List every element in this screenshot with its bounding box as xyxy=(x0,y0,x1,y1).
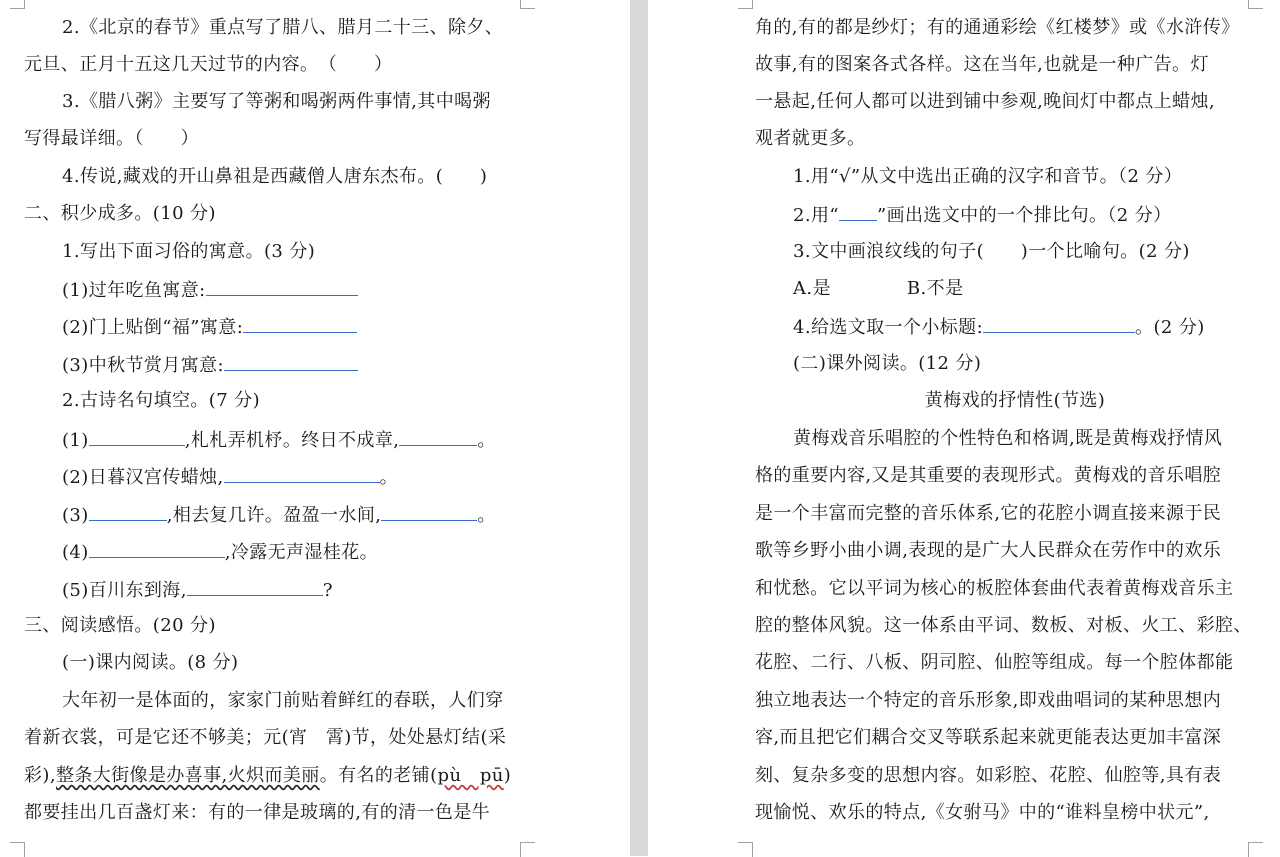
poem-index: (1) xyxy=(62,430,89,451)
article-title: 黄梅戏的抒情性(节选) xyxy=(924,390,1106,411)
passage-text: 腔的整体风貌。这一体系由平词、数板、对板、火工、彩腔、 xyxy=(755,615,1252,636)
fill-label: (2)门上贴倒“福”寓意: xyxy=(62,317,244,338)
passage-text: 角的,有的都是纱灯；有的通通彩绘《红楼梦》或《水浒传》 xyxy=(755,17,1240,38)
right-page xyxy=(648,0,1280,856)
fill-item xyxy=(62,314,357,340)
passage-text: 都要挂出几百盏灯来：有的一律是玻璃的,有的清一色是牛 xyxy=(24,802,491,823)
question-text: 3.文中画浪纹线的句子( )一个比喻句。(2 分) xyxy=(793,241,1190,262)
option-b[interactable]: B.不是 xyxy=(906,278,964,299)
fill-label: (3)中秋节赏月寓意: xyxy=(62,355,224,376)
question-fragment: 2.用“ xyxy=(793,205,839,226)
crop-mark xyxy=(1248,0,1263,9)
subsection-heading: (一)课内阅读。(8 分) xyxy=(62,652,239,673)
passage-fragment: ) xyxy=(503,765,512,786)
passage-text: 花腔、二行、八板、阴司腔、仙腔等组成。每一个腔体都能 xyxy=(755,652,1234,673)
section-heading: 二、积少成多。(10 分) xyxy=(24,203,216,224)
answer-blank[interactable] xyxy=(399,427,477,446)
poem-text: 。 xyxy=(477,430,496,451)
question-text: 写得最详细。（ ） xyxy=(24,128,199,149)
answer-blank[interactable] xyxy=(224,352,358,371)
passage-text: 刻、复杂多变的思想内容。如彩腔、花腔、仙腔等,具有表 xyxy=(755,765,1222,786)
question-text: 2.古诗名句填空。(7 分) xyxy=(62,390,260,411)
answer-blank[interactable] xyxy=(89,539,225,558)
question-text: 4.传说,藏戏的开山鼻祖是西藏僧人唐东杰布。( ) xyxy=(62,166,488,187)
passage-text: 和忧愁。它以平词为核心的板腔体套曲代表着黄梅戏音乐主 xyxy=(755,578,1234,599)
passage-text xyxy=(24,764,511,788)
passage-text: 故事,有的图案各式各样。这在当年,也就是一种广告。灯 xyxy=(755,54,1209,75)
crop-mark xyxy=(520,0,535,9)
poem-index: (3) xyxy=(62,505,89,526)
wavy-underlined-sentence: 整条大街像是办喜事,火炽而美丽 xyxy=(55,765,320,786)
choice-row xyxy=(793,277,963,301)
answer-blank[interactable] xyxy=(243,314,357,333)
poem-text: 。 xyxy=(477,505,496,526)
answer-blank[interactable] xyxy=(983,314,1135,333)
poem-text: (5)百川东到海, xyxy=(62,580,187,601)
poem-fill xyxy=(62,539,378,565)
crop-mark xyxy=(738,842,753,857)
passage-text: 容,而且把它们耦合交叉等联系起来就更能表达更加丰富深 xyxy=(755,727,1222,748)
fill-label: 4.给选文取一个小标题: xyxy=(793,317,984,338)
poem-fill xyxy=(62,464,398,490)
section-heading: 三、阅读感悟。(20 分) xyxy=(24,615,216,636)
crop-mark xyxy=(520,842,535,857)
passage-text: 现愉悦、欢乐的特点,《女驸马》中的“谁料皇榜中状元”, xyxy=(755,802,1210,823)
crop-mark xyxy=(10,0,25,9)
passage-text: 独立地表达一个特定的音乐形象,即戏曲唱词的某种思想内 xyxy=(755,690,1222,711)
question-text xyxy=(793,202,1172,228)
question-text: 元旦、正月十五这几天过节的内容。 （ ） xyxy=(24,54,393,75)
fill-label: (1)过年吃鱼寓意: xyxy=(62,280,206,301)
fill-item xyxy=(62,352,358,378)
answer-blank[interactable] xyxy=(89,502,167,521)
pinyin-options: pù pū xyxy=(437,765,504,786)
fill-item xyxy=(793,314,1205,340)
poem-text: ,冷露无声湿桂花。 xyxy=(224,542,379,563)
poem-text: (2)日暮汉宫传蜡烛, xyxy=(62,467,224,488)
crop-mark xyxy=(738,0,753,9)
crop-mark xyxy=(10,842,25,857)
subsection-heading: (二)课外阅读。(12 分) xyxy=(793,353,982,374)
left-page xyxy=(0,0,630,856)
passage-text: 歌等乡野小曲小调,表现的是广大人民群众在劳作中的欢乐 xyxy=(755,540,1222,561)
passage-text: 一悬起,任何人都可以进到铺中参观,晚间灯中都点上蜡烛, xyxy=(755,91,1215,112)
poem-text: ,相去复几许。盈盈一水间, xyxy=(166,505,382,526)
question-text: 3.《腊八粥》主要写了等粥和喝粥两件事情,其中喝粥 xyxy=(62,91,491,112)
answer-blank[interactable] xyxy=(206,277,358,296)
passage-text: 观者就更多。 xyxy=(755,128,866,149)
passage-text: 大年初一是体面的，家家门前贴着鲜红的春联，人们穿 xyxy=(62,690,504,711)
underline-sample xyxy=(839,202,877,221)
question-text: 2.《北京的春节》重点写了腊八、腊月二十三、除夕、 xyxy=(62,17,504,38)
fill-label: 。(2 分) xyxy=(1135,317,1205,338)
passage-text: 黄梅戏音乐唱腔的个性特色和格调,既是黄梅戏抒情风 xyxy=(793,428,1223,449)
page-gutter xyxy=(630,0,648,856)
question-text: 1.用“√”从文中选出正确的汉字和音节。（2 分） xyxy=(793,166,1183,187)
answer-blank[interactable] xyxy=(224,464,380,483)
poem-text: ,札札弄机杼。终日不成章, xyxy=(184,430,400,451)
poem-fill xyxy=(62,577,333,603)
passage-text: 着新衣裳，可是它还不够美；元(宵 霄)节，处处悬灯结(采 xyxy=(24,727,507,748)
poem-fill xyxy=(62,502,496,528)
poem-text: 。 xyxy=(379,467,399,488)
poem-index: (4) xyxy=(62,542,89,563)
crop-mark xyxy=(1248,842,1263,857)
passage-text: 格的重要内容,又是其重要的表现形式。黄梅戏的音乐唱腔 xyxy=(755,465,1222,486)
question-fragment: ”画出选文中的一个排比句。（2 分） xyxy=(876,205,1172,226)
poem-fill xyxy=(62,427,496,453)
answer-blank[interactable] xyxy=(187,577,323,596)
poem-text: ? xyxy=(322,580,333,601)
option-a[interactable]: A.是 xyxy=(793,278,831,299)
passage-text: 是一个丰富而完整的音乐体系,它的花腔小调直接来源于民 xyxy=(755,503,1222,524)
question-text: 1.写出下面习俗的寓意。(3 分) xyxy=(62,241,316,262)
passage-fragment: 彩), xyxy=(24,765,56,786)
answer-blank[interactable] xyxy=(381,502,477,521)
passage-fragment: 。有名的老铺( xyxy=(319,765,438,786)
fill-item xyxy=(62,277,358,303)
answer-blank[interactable] xyxy=(89,427,185,446)
